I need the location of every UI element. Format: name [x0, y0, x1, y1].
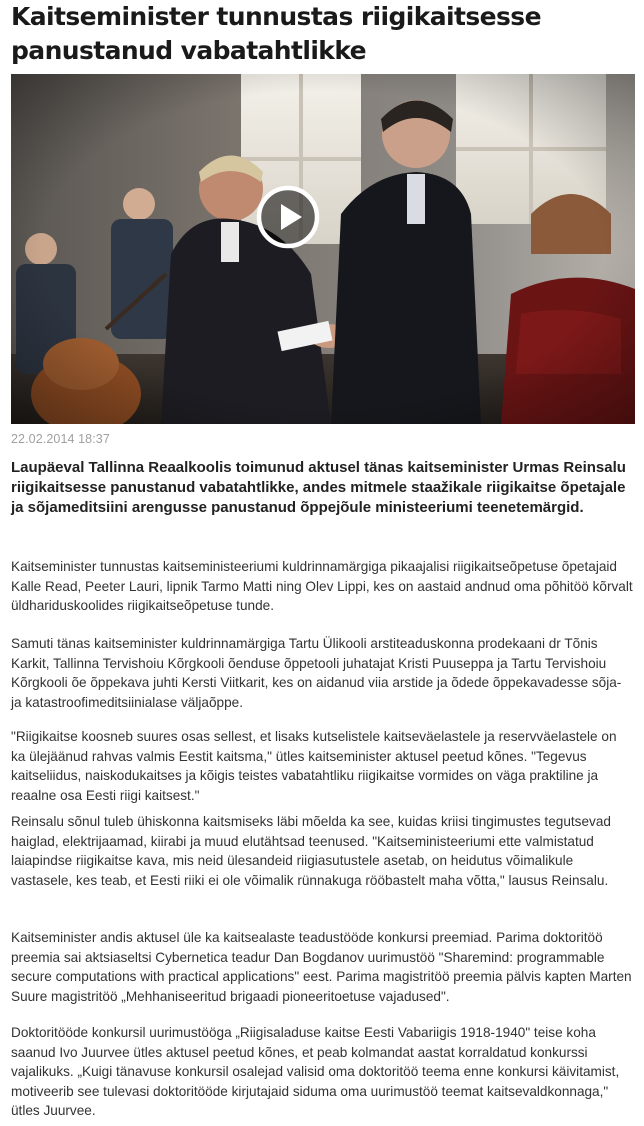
play-icon — [256, 185, 320, 249]
paragraph: Kaitseminister andis aktusel üle ka kaitsealaste teadustööde konkursi preemiad. Parima doktoritöö preemia sai aktsiaseltsi Cybernetica teadur Dan Bogdanov uurimustöö "Sharemind: programmable secure computations with practical applications" eest. Parima magistritöö preemia pälvis kapten Marten Suure magistritöö „Mehhaniseeritud brigaadi pioneeritoetuse vajadused". — [11, 930, 632, 1004]
play-button[interactable] — [256, 185, 320, 249]
paragraph: "Riigikaitse koosneb suures osas sellest, et lisaks kutselistele kaitseväelastele ja reservväelastele on ka ülejäänud rahvas valmis Eestit kaitsma," ütles kaitseminister aktusel peetud kõnes. "Tegevus kaitseliidus, naiskodukaitses ja kõigis teistes vabatahtliku riigikaitse vormides on väga praktiline ja reaalne osa Eesti riigi kaitsest." — [11, 729, 617, 803]
video-player[interactable] — [11, 74, 635, 424]
paragraph: Doktoritööde konkursil uurimustööga „Riigisaladuse kaitse Eesti Vabariigis 1918-1940" teise koha saanud Ivo Juurvee ütles aktusel peetud kõnes, et peab kolmandat aastat korraldatud konkurssi vajalikuks. „Kuigi tänavuse konkursil osalejad valisid oma doktoritöö teema enne konkursi käivitamist, motiveerib see tulevasi doktoritööde kirjutajaid siduma oma uurimustöö teemat kaitsevaldkonnaga," ütles Juurvee. — [11, 1025, 620, 1118]
paragraph: Reinsalu sõnul tuleb ühiskonna kaitsmiseks läbi mõelda ka see, kuidas kriisi tingimustes tegutsevad haiglad, elektrijaamad, kiirabi ja muud elutähtsad teenused. "Kaitseministeeriumi ette valmistatud laiapindse riigikaitse kava, mis neid ülesandeid riigiasutustele asetab, on heidutus võimalikule vastasele, kes teab, et Eesti riiki ei ole võimalik rünnakuga rööbastelt maha võtta," lausus Reinsalu. — [11, 814, 611, 888]
paragraph: Samuti tänas kaitseminister kuldrinnamärgiga Tartu Ülikooli arstiteaduskonna prodekaani dr Tõnis Karkit, Tallinna Tervishoiu Kõrgkooli õenduse õppetooli juhatajat Kristi Puuseppa ja Tartu Tervishoiu Kõrgkooli õe õppekava juhti Kersti Viitkarit, kes on aidanud viia arstide ja õdede õppekavadesse sõja- ja katastroofimeditsiinialase väljaõppe. — [11, 636, 622, 710]
publish-date: 22.02.2014 18:37 — [11, 432, 110, 446]
article-lead: Laupäeval Tallinna Reaalkoolis toimunud aktusel tänas kaitseminister Urmas Reinsalu riigikaitsesse panustanud vabatahtlikke, andes mitmele staažikale riigikaitse õpetajale ja sõjameditsiini arengusse panustanud õppejõule ministeeriumi teenetemärgid. — [11, 459, 626, 516]
article-title: Kaitseminister tunnustas riigikaitsesse panustanud vabatahtlikke — [11, 2, 541, 65]
paragraph: Kaitseminister tunnustas kaitseministeeriumi kuldrinnamärgiga pikaajalisi riigikaitseõpetuse õpetajaid Kalle Read, Peeter Lauri, lipnik Tarmo Matti ning Olev Lippi, kes on aastaid andnud oma põhitöö kõrvalt üldhariduskoolides riigikaitseõpetuse tunde. — [11, 559, 633, 613]
video-thumbnail — [11, 74, 635, 424]
